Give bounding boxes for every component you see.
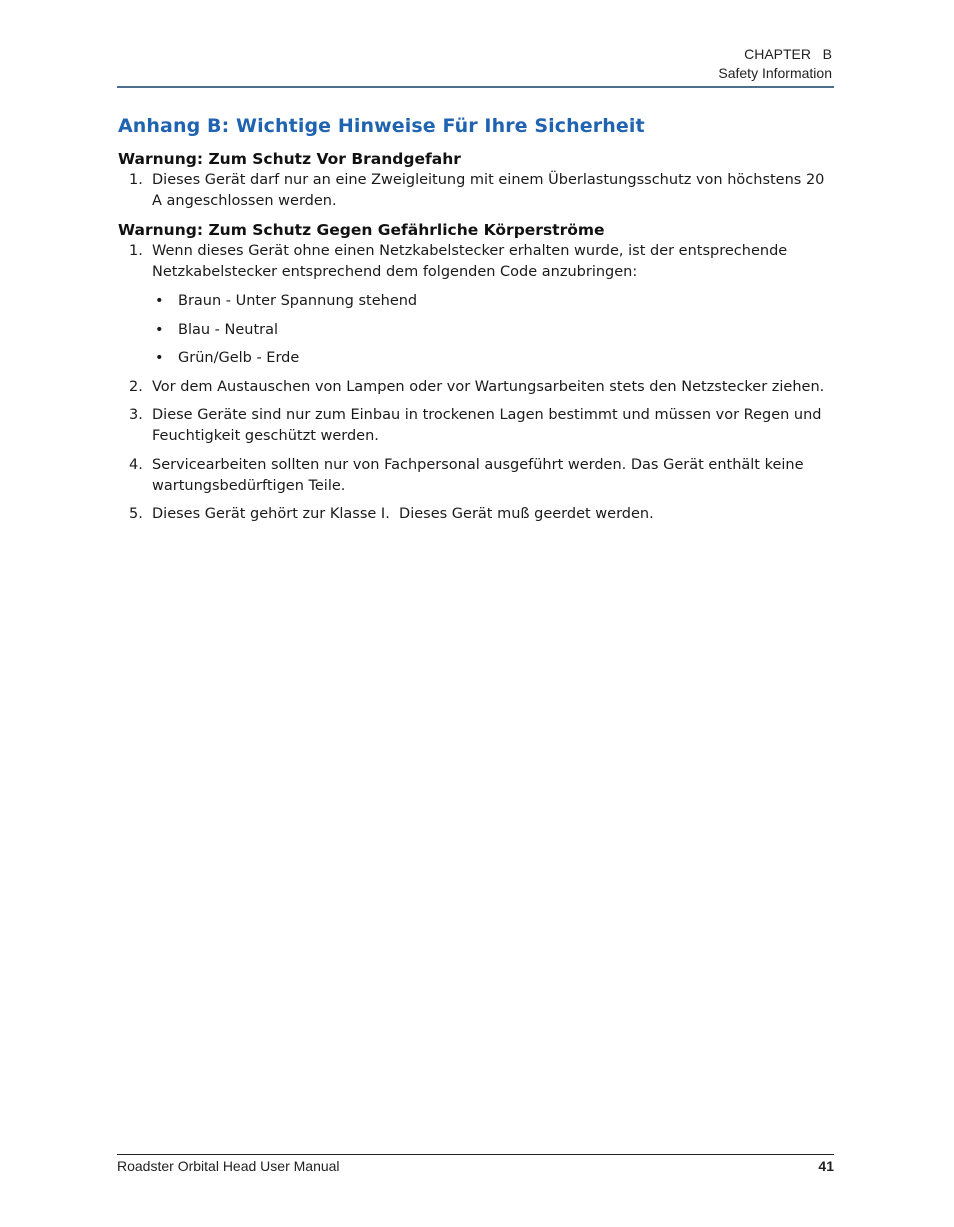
list-item — [118, 455, 834, 497]
wire-color-list — [118, 291, 834, 369]
bullet-icon: • — [155, 321, 164, 338]
list-number: 5. — [129, 506, 143, 522]
list-number: 4. — [129, 456, 143, 473]
page-content — [118, 112, 834, 525]
bullet-icon: • — [155, 350, 164, 366]
list-item — [118, 241, 834, 283]
bullet-icon: • — [155, 293, 164, 309]
list-text: Diese Geräte sind nur zum Einbau in trockenen Lagen bestimmt und müssen vor Regen und Feuchtigkeit geschützt werden. — [152, 407, 822, 444]
section-heading-fire: Warnung: Zum Schutz Vor Brandgefahr — [118, 150, 461, 168]
bullet-item — [118, 320, 834, 341]
running-header — [718, 45, 832, 83]
running-footer — [117, 1154, 834, 1178]
list-number: 1. — [129, 172, 143, 188]
list-number: 1. — [129, 243, 143, 259]
section-label: Safety Information — [718, 65, 832, 81]
list-number: 2. — [129, 378, 143, 395]
header-divider — [117, 86, 834, 88]
manual-title: Roadster Orbital Head User Manual — [117, 1158, 340, 1174]
list-item — [118, 405, 834, 447]
list-item — [118, 170, 834, 212]
list-text: Dieses Gerät gehört zur Klasse I. Dieses Gerät muß geerdet werden. — [152, 506, 654, 522]
chapter-label: CHAPTER B — [744, 46, 832, 62]
bullet-item — [118, 291, 834, 312]
list-text: Wenn dieses Gerät ohne einen Netzkabelstecker erhalten wurde, ist der entsprechende Netzkabelstecker entsprechend dem folgenden Code anzubringen: — [152, 243, 788, 280]
list-text: Servicearbeiten sollten nur von Fachpersonal ausgeführt werden. Das Gerät enthält keine wartungsbedürftigen Teile. — [152, 456, 804, 494]
list-item — [118, 377, 834, 398]
bullet-text: Grün/Gelb - Erde — [178, 350, 300, 366]
bullet-text: Braun - Unter Spannung stehend — [178, 293, 418, 309]
section-heading-shock: Warnung: Zum Schutz Gegen Gefährliche Körperströme — [118, 221, 605, 239]
bullet-text: Blau - Neutral — [178, 321, 279, 338]
list-number: 3. — [129, 407, 143, 423]
list-text: Vor dem Austauschen von Lampen oder vor Wartungsarbeiten stets den Netzstecker ziehen. — [152, 378, 825, 395]
list-text: Dieses Gerät darf nur an eine Zweigleitung mit einem Überlastungsschutz von höchstens 20 A angeschlossen werden. — [152, 172, 825, 209]
page-title: Anhang B: Wichtige Hinweise Für Ihre Sicherheit — [118, 115, 645, 137]
list-item — [118, 504, 834, 525]
page-number: 41 — [818, 1158, 834, 1174]
bullet-item — [118, 348, 834, 369]
